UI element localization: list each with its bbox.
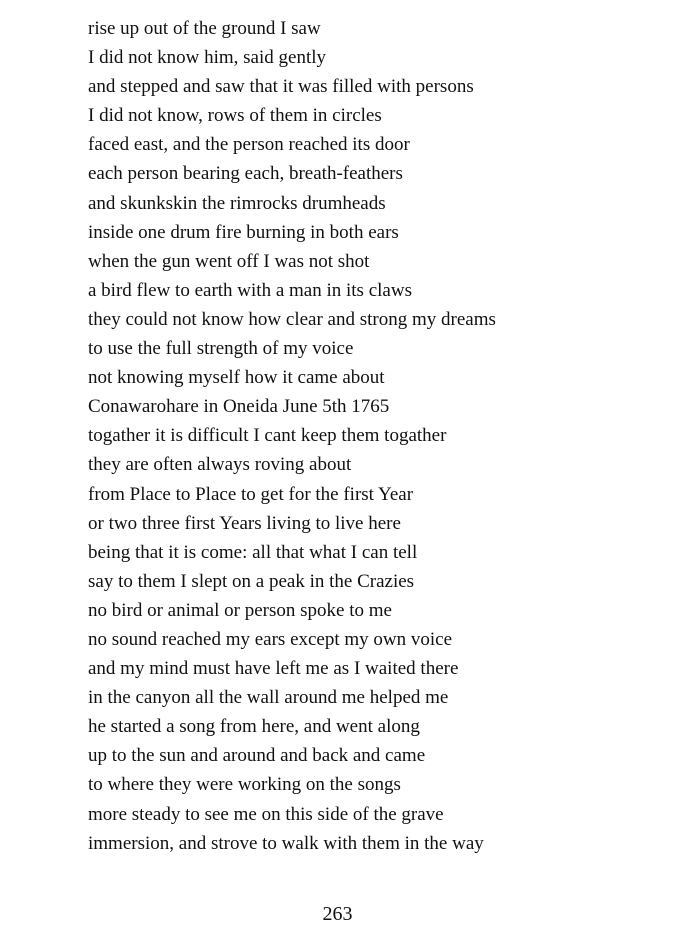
poem-line: no bird or animal or person spoke to me [88,599,392,621]
poem-line: and stepped and saw that it was filled with persons [88,76,474,98]
poem-line: to where they were working on the songs [88,774,401,796]
poem-line: immersion, and strove to walk with them in the way [88,832,484,854]
poem-line: to use the full strength of my voice [88,338,354,360]
page-number: 263 [322,903,353,925]
poem-line: in the canyon all the wall around me helped me [88,687,449,709]
poem-line: say to them I slept on a peak in the Crazies [88,570,415,592]
poem-line: not knowing myself how it came about [88,367,385,389]
poem-line: I did not know him, said gently [88,47,327,69]
poem-line: being that it is come: all that what I can tell [88,541,418,563]
poem-line: more steady to see me on this side of the grave [88,803,444,825]
poem-line: up to the sun and around and back and came [88,745,426,767]
poem-line: I did not know, rows of them in circles [88,105,382,127]
poem-line: rise up out of the ground I saw [88,18,321,39]
poem-line: Conawarohare in Oneida June 5th 1765 [88,396,390,418]
poem-line: he started a song from here, and went along [88,716,420,738]
poem-line: they could not know how clear and strong my dreams [88,308,496,330]
poem-text [88,14,496,858]
poem-line: when the gun went off I was not shot [88,250,370,272]
poem-line: inside one drum fire burning in both ears [88,221,399,243]
poem-line: each person bearing each, breath-feathers [88,163,403,185]
poem-line: or two three first Years living to live here [88,512,401,534]
poem-line: togather it is difficult I cant keep them togather [88,425,447,447]
poem-line: and skunkskin the rimrocks drumheads [88,192,386,214]
poem-line: from Place to Place to get for the first Year [88,483,414,505]
poem-line: a bird flew to earth with a man in its claws [88,279,412,301]
poem-line: faced east, and the person reached its door [88,134,410,156]
poem-line: no sound reached my ears except my own voice [88,628,453,650]
poem-line: they are often always roving about [88,454,352,476]
poem-line: and my mind must have left me as I waited there [88,658,459,680]
